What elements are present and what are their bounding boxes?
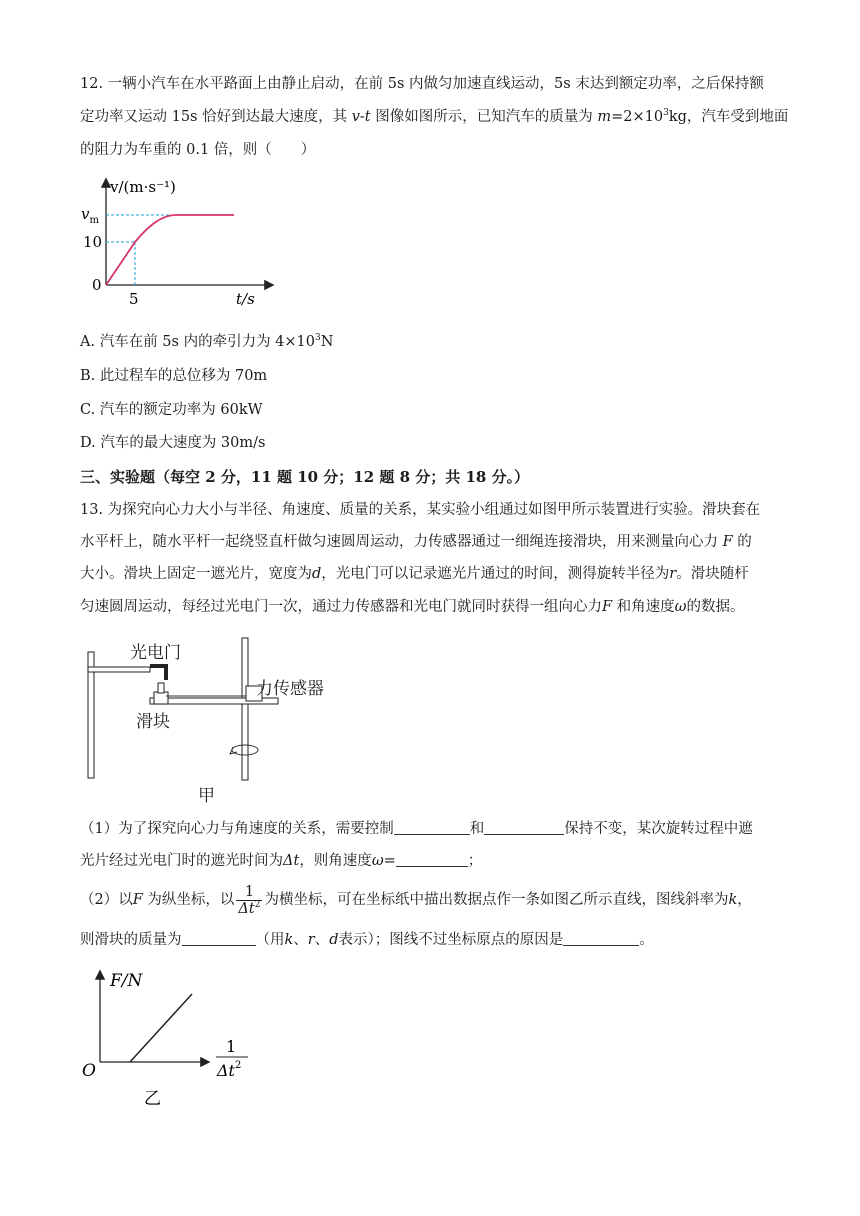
photogate [150, 664, 168, 680]
answer-blank-2[interactable] [484, 820, 564, 835]
label-photogate: 光电门 [130, 643, 181, 663]
vt-tick-10: 10 [83, 233, 103, 251]
figure-b-caption: 乙 [144, 1089, 161, 1109]
vt-y-axis-label: v/(m·s⁻¹) [110, 178, 176, 196]
slider-block [154, 692, 168, 704]
q12-line-1: 12. 一辆小汽车在水平路面上由静止启动，在前 5s 内做匀加速直线运动，5s 末达到额定功率，之后保持额 [80, 76, 764, 92]
vt-graph [74, 170, 294, 310]
q13-part2-line-1: （2）以F 为纵坐标，以 $\frac{1}{\Delta t^2}$ 为横坐标，可在坐标纸中描出数据点作一条如图乙所示直线，图线斜率为k， [80, 883, 752, 917]
vt-origin: 0 [92, 276, 102, 294]
figure-a-caption: 甲 [198, 786, 215, 806]
q13-part1-line-2: 光片经过光电门时的遮光时间为Δt，则角速度ω= ； [80, 853, 483, 869]
q13-line-4: 匀速圆周运动，每经过光电门一次，通过力传感器和光电门就同时获得一组向心力F 和角速度ω的数据。 [80, 599, 745, 615]
vt-tick-vm: $v_m$ [81, 205, 99, 226]
q13-part1-line-1: （1）为了探究向心力与角速度的关系，需要控制 和 保持不变，某次旋转过程中遮 [80, 821, 753, 837]
answer-blank-4[interactable] [182, 931, 256, 946]
f-graph-line [130, 994, 192, 1062]
vertical-shaft [242, 638, 248, 780]
f-graph [80, 960, 280, 1110]
gate-arm [88, 667, 150, 672]
f-x-den: $\Delta t^2$ [217, 1060, 242, 1080]
q12-line-3: 的阻力为车重的 0.1 倍，则（ ） [80, 142, 316, 158]
vt-curve [106, 215, 234, 285]
label-force-sensor: 力传感器 [256, 679, 324, 699]
q13-line-2: 水平杆上，随水平杆一起绕竖直杆做匀速圆周运动，力传感器通过一细绳连接滑块，用来测量向心力 F 的 [80, 534, 752, 550]
f-y-axis-label: F/N [110, 971, 143, 991]
label-slider: 滑块 [136, 712, 170, 732]
q12-line-2: 定功率又运动 15s 恰好到达最大速度，其 v-t 图像如图所示，已知汽车的质量为 $m=2\times 10^3kg$，汽车受到地面 [80, 108, 789, 125]
q12-option-d: D. 汽车的最大速度为 30m/s [80, 435, 266, 451]
section-3-heading: 三、实验题（每空 2 分，11 题 10 分；12 题 8 分；共 18 分。） [80, 468, 530, 486]
answer-blank-3[interactable] [396, 852, 468, 867]
shading-sheet [158, 683, 164, 693]
vt-tick-5: 5 [129, 290, 139, 308]
q12-option-a: A. 汽车在前 5s 内的牵引力为 $4\times 10^3N$ [80, 333, 334, 350]
q12-option-c: C. 汽车的额定功率为 60kW [80, 402, 263, 418]
q12-option-b: B. 此过程车的总位移为 70m [80, 368, 268, 384]
q13-part2-line-2: 则滑块的质量为 （用k、r、d表示）；图线不过坐标原点的原因是 。 [80, 932, 654, 948]
q13-line-1: 13. 为探究向心力大小与半径、角速度、质量的关系，某实验小组通过如图甲所示装置进行实验。滑块套在 [80, 502, 761, 518]
apparatus-figure [80, 630, 350, 810]
answer-blank-5[interactable] [563, 931, 639, 946]
q13-line-3: 大小。滑块上固定一遮光片，宽度为d，光电门可以记录遮光片通过的时间，测得旋转半径为r。滑块随杆 [80, 566, 749, 582]
vt-x-axis-label: t/s [236, 290, 255, 308]
fraction-1-over-dt2: $\frac{1}{\Delta t^2}$ [238, 883, 261, 917]
answer-blank-1[interactable] [394, 820, 470, 835]
f-x-num: 1 [226, 1037, 237, 1056]
f-origin: O [82, 1061, 96, 1081]
